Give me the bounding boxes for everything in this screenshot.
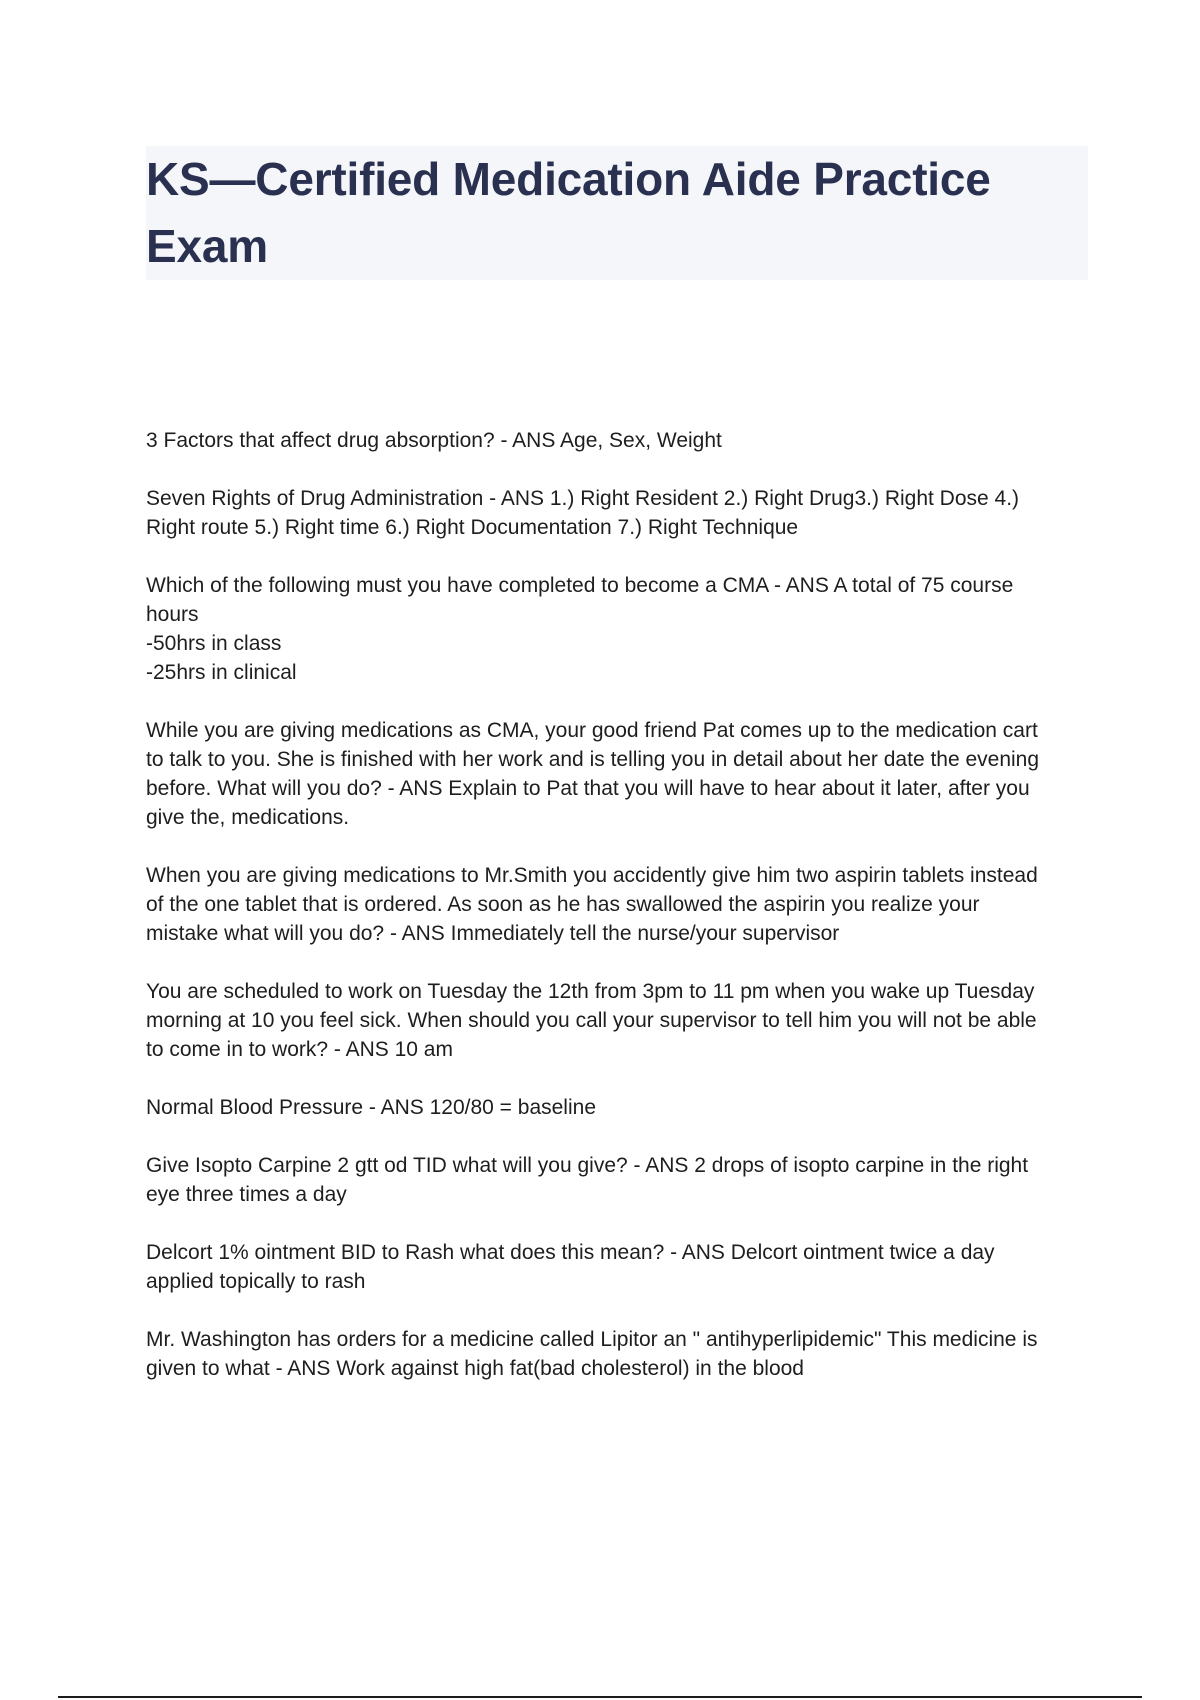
qa-line: mistake what will you do? - ANS Immediately tell the nurse/your supervisor [146, 922, 840, 945]
qa-line: morning at 10 you feel sick. When should you call your supervisor to tell him you will not be able [146, 1009, 1037, 1032]
qa-line: Normal Blood Pressure - ANS 120/80 = baseline [146, 1096, 596, 1119]
qa-line: Delcort 1% ointment BID to Rash what does this mean? - ANS Delcort ointment twice a day [146, 1241, 995, 1264]
qa-line: of the one tablet that is ordered. As soon as he has swallowed the aspirin you realize your [146, 893, 980, 916]
qa-line: give the, medications. [146, 806, 350, 829]
qa-line: 3 Factors that affect drug absorption? - ANS Age, Sex, Weight [146, 429, 722, 452]
qa-line: Mr. Washington has orders for a medicine called Lipitor an " antihyperlipidemic" This medicine is [146, 1328, 1038, 1351]
qa-line: Seven Rights of Drug Administration - ANS 1.) Right Resident 2.) Right Drug3.) Right Dose 4.) [146, 487, 1020, 510]
qa-line: When you are giving medications to Mr.Smith you accidently give him two aspirin tablets instead [146, 864, 1038, 887]
qa-line: to talk to you. She is finished with her work and is telling you in detail about her date the evening [146, 748, 1040, 771]
qa-item [146, 977, 1091, 1064]
title-block [146, 146, 1088, 280]
qa-item [146, 861, 1091, 948]
title-line-1: KS—Certified Medication Aide Practice [146, 153, 991, 205]
qa-item [146, 1238, 1091, 1296]
page-title [146, 146, 1088, 280]
qa-line: to come in to work? - ANS 10 am [146, 1038, 453, 1061]
qa-line: Which of the following must you have completed to become a CMA - ANS A total of 75 course [146, 574, 1014, 597]
qa-item [146, 716, 1091, 832]
qa-line: hours [146, 603, 199, 626]
qa-line: applied topically to rash [146, 1270, 366, 1293]
qa-item [146, 426, 1091, 455]
qa-line: before. What will you do? - ANS Explain to Pat that you will have to hear about it later, after you [146, 777, 1030, 800]
qa-line: -25hrs in clinical [146, 661, 297, 684]
qa-line: You are scheduled to work on Tuesday the 12th from 3pm to 11 pm when you wake up Tuesday [146, 980, 1035, 1003]
footer-divider [58, 1696, 1142, 1698]
qa-line: -50hrs in class [146, 632, 282, 655]
qa-item [146, 1325, 1091, 1383]
qa-item [146, 1151, 1091, 1209]
qa-list [146, 426, 1091, 1412]
qa-item [146, 571, 1091, 687]
qa-line: eye three times a day [146, 1183, 347, 1206]
qa-item [146, 1093, 1091, 1122]
title-line-2: Exam [146, 220, 268, 272]
qa-line: given to what - ANS Work against high fat(bad cholesterol) in the blood [146, 1357, 804, 1380]
qa-line: Give Isopto Carpine 2 gtt od TID what will you give? - ANS 2 drops of isopto carpine in the right [146, 1154, 1029, 1177]
qa-line: Right route 5.) Right time 6.) Right Documentation 7.) Right Technique [146, 516, 799, 539]
qa-item [146, 484, 1091, 542]
qa-line: While you are giving medications as CMA, your good friend Pat comes up to the medication cart [146, 719, 1038, 742]
